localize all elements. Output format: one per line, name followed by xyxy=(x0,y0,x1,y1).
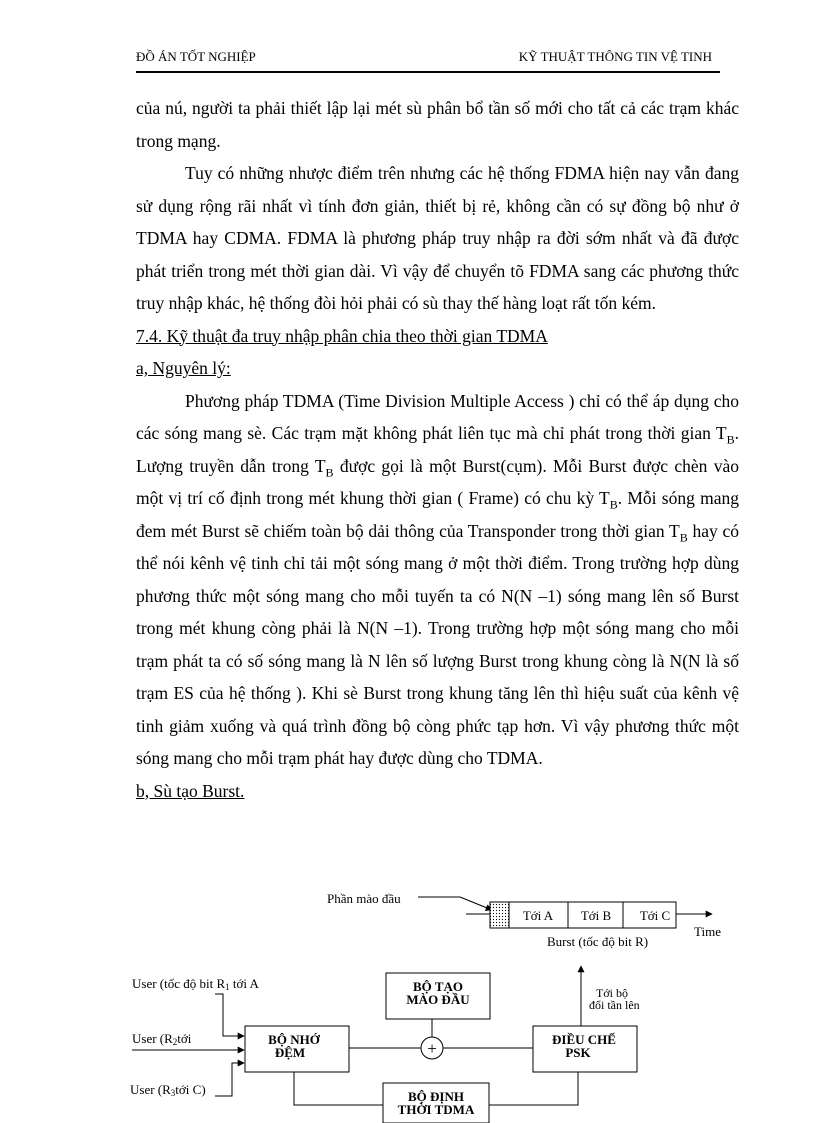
text-run: được gọi là một Burst(cụm). Mỗi Burst được chèn vào một vị trí cố định trong mét khung thời gian ( Frame) có chu kỳ T xyxy=(136,455,739,508)
buffer-memory-line1: BỘ NHỚ xyxy=(268,1032,320,1047)
section-heading-text: 7.4. Kỹ thuật đa truy nhập phân chia theo thời gian TDMA xyxy=(136,325,548,346)
burst-preamble-cell xyxy=(490,902,509,928)
burst-cell-c-label: Tới C xyxy=(639,908,671,923)
preamble-generator-line1: BỘ TẠO xyxy=(413,979,463,994)
preamble-pointer-arrow xyxy=(460,897,492,910)
subscript: B xyxy=(726,432,735,447)
text-run: Phương pháp TDMA (Time Division Multiple Access ) chỉ có thể áp dụng cho các sóng mang sè. Các trạm mặt không phát liên tục mà chỉ phát trong thời gian T xyxy=(136,390,739,443)
subscript: B xyxy=(679,530,688,544)
header-right-title: KỸ THUẬT THÔNG TIN VỆ TINH xyxy=(518,49,712,64)
burst-caption: Burst (tốc độ bit R) xyxy=(547,934,649,949)
tdma-timer-line2: THỜI TDMA xyxy=(397,1102,475,1117)
subheading-burst-text: b, Sù tạo Burst. xyxy=(136,780,245,801)
timer-to-modulator-line xyxy=(489,1072,578,1105)
paragraph-fdma-summary: Tuy có những nhược điểm trên nhưng các hệ thống FDMA hiện nay vẫn đang sử dụng rộng rãi nhất vì tính đơn giản, thiết bị rẻ, không cần có sự đồng bộ như ở TDMA hay CDMA. FDMA là phương pháp truy nhập ra đời sớm nhất và đã được phát triển trong mét thời gian dài. Vì vậy để chuyển tõ FDMA sang các phương thức truy nhập khác, hệ thống đòi hỏi phải có sù thay thế hàng loạt rất tốn kém. xyxy=(136,163,739,313)
upconverter-line1: Tới bộ xyxy=(596,986,629,1000)
adder-symbol: + xyxy=(427,1039,437,1058)
text-run: . Lượng truyền dẫn trong T xyxy=(136,423,739,476)
user-3-line xyxy=(215,1063,244,1096)
user-input-3-label: User (R3tới C) xyxy=(130,1082,206,1098)
timer-to-buffer-line xyxy=(294,1072,383,1105)
header-left-title: ĐỒ ÁN TỐT NGHIỆP xyxy=(136,49,256,64)
burst-cell-b-label: Tới B xyxy=(580,908,612,923)
subheading-principle-text: a, Nguyên lý: xyxy=(136,358,231,378)
tdma-timer-line1: BỘ ĐỊNH xyxy=(408,1089,464,1104)
preamble-label: Phần mào đầu xyxy=(327,891,401,906)
user-1-line xyxy=(215,994,244,1036)
preamble-generator-line2: MÀO ĐẦU xyxy=(406,992,470,1007)
upconverter-line2: đổi tần lên xyxy=(589,998,640,1012)
psk-modulator-line1: ĐIỀU CHẾ xyxy=(552,1032,616,1047)
psk-modulator-line2: PSK xyxy=(565,1045,591,1060)
user-input-2-label: User (R2tới xyxy=(132,1031,192,1047)
user-input-1-label: User (tốc độ bit R1 tới A xyxy=(132,976,259,992)
text-run: hay có thể nói kênh vệ tinh chỉ tải một sóng mang ở một thời điểm. Trong trường hợp dùng phương thức một sóng mang cho mỗi tuyến ta có N(N –1) sóng mang lên số Burst trong mét khung còng phải là N(N –1). Trong trường hợp một sóng mang cho mỗi trạm phát ta có số sóng mang là N lên số lượng Burst trong khung còng là N(N là số trạm ES của hệ thống ). Khi sè Burst trong khung tăng lên thì hiệu suất của kênh vệ tinh giảm xuống và quá trình đồng bộ còng phức tạp hơn. Vì vậy phương thức một sóng mang cho mỗi trạm phát hay được dùng cho TDMA. xyxy=(136,520,739,768)
burst-cell-a-label: Tới A xyxy=(522,908,554,923)
paragraph-continuation: của nú, người ta phải thiết lập lại mét sù phân bổ tần số mới cho tất cả các trạm khác trong mạng. xyxy=(136,98,739,151)
buffer-memory-line2: ĐỆM xyxy=(274,1045,306,1060)
subscript: B xyxy=(609,497,618,512)
time-label: Time xyxy=(694,924,721,939)
text-run: . Mỗi sóng mang đem mét Burst sẽ chiếm toàn bộ dải thông của Transponder trong thời gian T xyxy=(136,488,739,541)
subscript: B xyxy=(325,465,334,479)
